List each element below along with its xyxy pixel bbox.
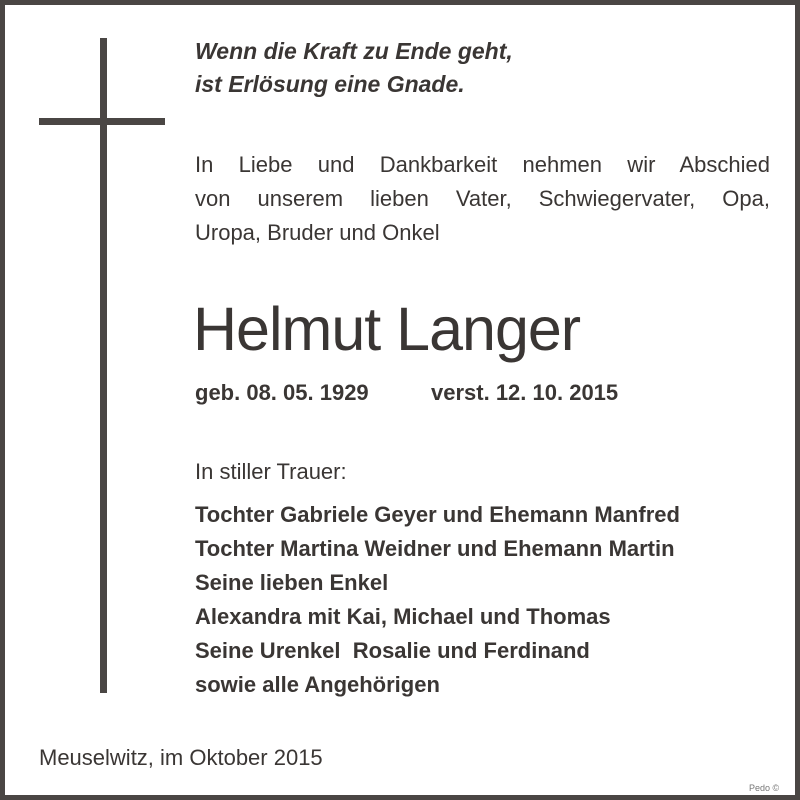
mourners-list [195, 498, 680, 702]
mourner-line: sowie alle Angehörigen [195, 672, 440, 697]
mourner-line: Tochter Martina Weidner und Ehemann Martin [195, 536, 675, 561]
birth-date: geb. 08. 05. 1929 [195, 380, 369, 405]
intro-line: Uropa, Bruder und Onkel [195, 220, 440, 245]
death-date: verst. 12. 10. 2015 [431, 380, 619, 405]
intro-text [195, 148, 770, 250]
copyright-notice: Pedo © [749, 783, 780, 793]
motto-line: ist Erlösung eine Gnade. [195, 71, 465, 97]
mourner-line: Seine lieben Enkel [195, 570, 389, 595]
motto [195, 35, 513, 101]
motto-line: Wenn die Kraft zu Ende geht, [195, 38, 513, 64]
mourner-line: Tochter Gabriele Geyer und Ehemann Manfred [195, 502, 680, 527]
life-dates [195, 378, 619, 408]
cross-icon-crossbar [39, 118, 165, 125]
cross-icon [100, 38, 107, 693]
mourning-label: In stiller Trauer: [195, 459, 347, 484]
deceased-name: Helmut Langer [193, 295, 581, 363]
intro-line: von unserem lieben Vater, Schwiegervater, Opa, [195, 186, 770, 211]
mourner-line: Alexandra mit Kai, Michael und Thomas [195, 604, 611, 629]
place-date: Meuselwitz, im Oktober 2015 [39, 745, 323, 770]
intro-line: In Liebe und Dankbarkeit nehmen wir Abschied [195, 152, 770, 177]
mourner-line: Seine Urenkel Rosalie und Ferdinand [195, 638, 590, 663]
